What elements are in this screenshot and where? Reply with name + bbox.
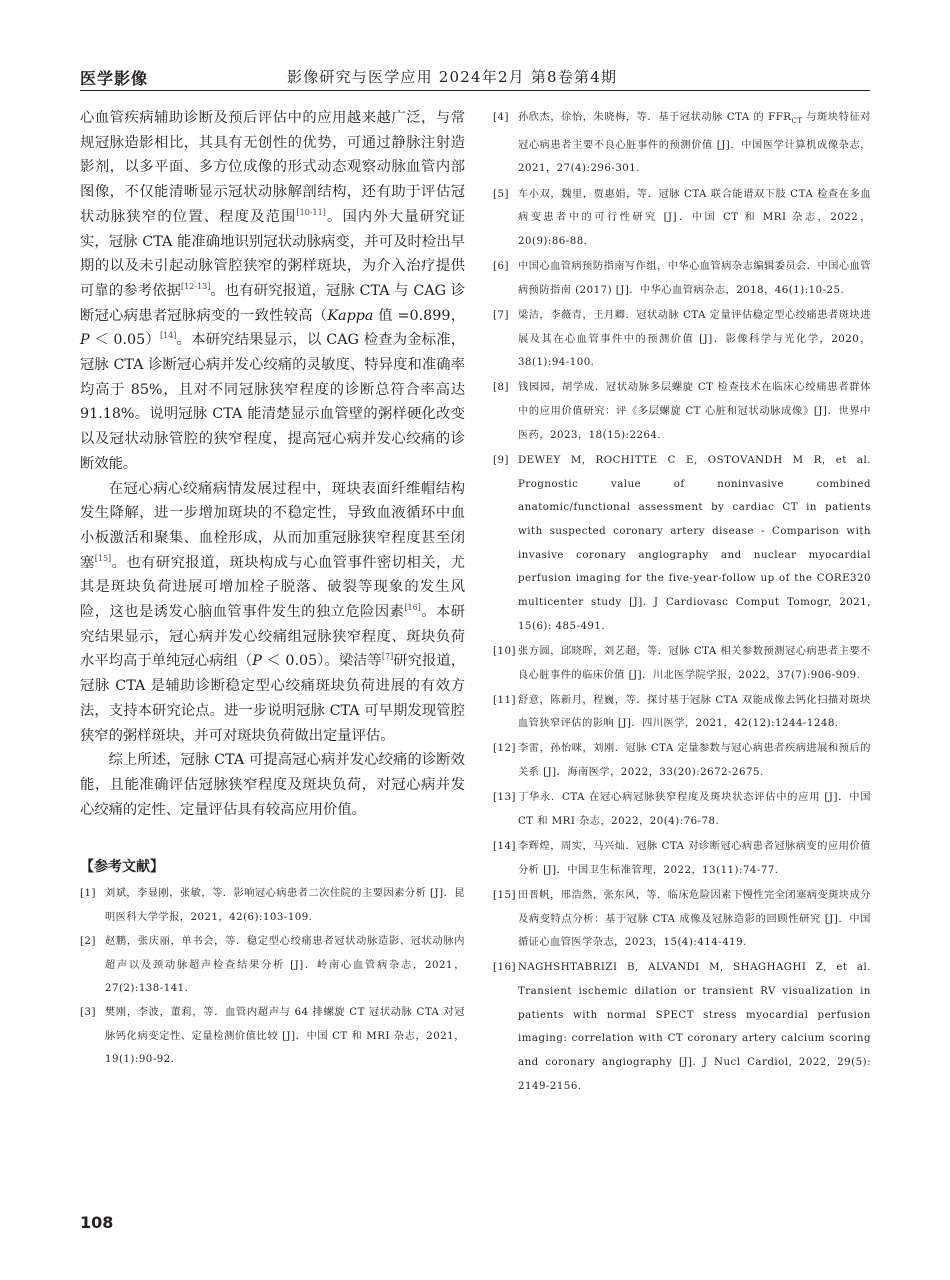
reference-number: [15]	[493, 889, 516, 901]
reference-number: [11]	[493, 694, 516, 706]
reference-text: NAGHSHTABRIZI B, ALVANDI M, SHAGHAGHI Z, et al. Transient ischemic dilation or transient RV visualization in patients with normal SPECT stress myocardial perfusion imaging: correlation with CT coronary artery calcium scoring and coronary angiography [J]. J Nucl Cardiol, 2022, 29(5): 2149-2156.	[518, 962, 871, 1092]
reference-text: 樊刚，李波，董莉，等．血管内超声与 64 排螺旋 CT 冠状动脉 CTA 对冠脉钙化病变定性、定量检测价值比较 [J]．中国 CT 和 MRI 杂志，2021，19(1):90-92.	[105, 1006, 465, 1066]
reference-number: [7]	[493, 309, 509, 321]
reference-item	[493, 106, 871, 181]
reference-number: [8]	[493, 382, 509, 394]
reference-item	[80, 1001, 465, 1072]
reference-item	[493, 376, 871, 447]
reference-item	[80, 882, 465, 929]
text-run: 。国内外大量研究证实，冠脉 CTA 能准确地识别冠状动脉病变，并可及时检出早期的以及未引起动脉管腔狭窄的粥样斑块，为介入治疗提供可靠的参考依据	[80, 208, 466, 299]
text-run: 综上所述，冠脉 CTA 可提高冠心病并发心绞痛的诊断效能，且能准确评估冠脉狭窄程度及斑块负荷，对冠心病并发心绞痛的定性、定量评估具有较高应用价值。	[80, 752, 465, 818]
right-column-references	[493, 106, 871, 1100]
reference-text-part: 与斑块特征对冠心病患者主要不良心脏事件的预测价值 [J]．中国医学计算机成像杂志，2021，27(4):296-301.	[518, 112, 871, 175]
reference-text: 舒意，陈新月，程巍，等．探讨基于冠脉 CTA 双能成像去钙化扫描对斑块血管狭窄评估的影响 [J]．四川医学，2021，42(12):1244-1248.	[518, 694, 871, 730]
body-paragraph-2	[80, 477, 465, 749]
reference-text: 中国心血管病预防指南写作组，中华心血管病杂志编辑委员会．中国心血管病预防指南 (2017) [J]．中华心血管病杂志，2018，46(1):10-25.	[518, 261, 871, 296]
reference-number: [16]	[493, 962, 516, 974]
text-run: 。本研究结果显示，以 CAG 检查为金标准，冠脉 CTA 诊断冠心病并发心绞痛的灵敏度、特异度和准确率均高于 85%，且对不同冠脉狭窄程度的诊断总符合率高达 91.18%。说明冠脉 CTA 能清楚显示血管壁的粥样硬化改变以及冠状动脉管腔的狭窄程度，提高冠心病并发心绞痛的诊断效能。	[80, 332, 466, 472]
page-number: 108	[80, 1213, 114, 1232]
body-text	[80, 106, 465, 822]
text-run: 。也有研究报道，斑块构成与心血管事件密切相关，尤其是斑块负荷进展可增加栓子脱落、破裂等现象的发生风险，这也是诱发心脑血管事件发生的独立危险因素	[80, 554, 466, 621]
header-rule	[80, 90, 870, 91]
reference-item	[493, 449, 871, 639]
text-run: 研究报道，冠脉 CTA 是辅助诊断稳定型心绞痛斑块负荷进展的有效方法，支持本研究论点。进一步说明冠脉 CTA 可早期发现管腔狭窄的粥样斑块，并可对斑块负荷做出定量评估。	[80, 653, 466, 744]
reference-item	[493, 786, 871, 833]
reference-text: 钱园园，胡学成．冠状动脉多层螺旋 CT 检查技术在临床心绞痛患者群体中的应用价值研究：评《多层螺旋 CT 心脏和冠状动脉成像》[J]．世界中医药，2023，18(15):2264.	[518, 382, 871, 441]
text-run: 。也有研究报道，冠脉 CTA 与 CAG 诊断冠心病患者冠脉病变的一致性较高（	[80, 282, 465, 324]
references-left-list	[80, 882, 465, 1072]
citation-marker: [10-11]	[296, 208, 326, 218]
reference-text: 李辉煌，周实，马兴灿．冠脉 CTA 对诊断冠心病患者冠脉病变的应用价值分析 [J]．中国卫生标准管理，2022，13(11):74-77.	[518, 841, 871, 876]
running-header	[80, 66, 870, 90]
reference-number: [5]	[493, 188, 509, 200]
reference-text: 车小双，魏里，贾惠娟，等．冠脉 CTA 联合能谱双下肢 CTA 检查在多血病变患者中的可行性研究 [J]．中国 CT 和 MRI 杂志，2022，20(9):86-88.	[518, 188, 871, 247]
text-run: ＜ 0.05）。梁洁等	[261, 653, 382, 670]
reference-text: 田晋帆，邢浩然，张东风，等．临床危险因素下慢性完全闭塞病变斑块成分及病变特点分析：基于冠脉 CTA 成像及冠脉造影的回顾性研究 [J]．中国循证心血管医学杂志，2023，15(4):414-419.	[518, 889, 871, 949]
reference-number: [13]	[493, 792, 516, 804]
reference-text	[518, 106, 871, 181]
reference-number: [2]	[80, 935, 96, 947]
journal-issue-line: 影像研究与医学应用 2024年2月 第8卷第4期	[287, 68, 618, 86]
statistic-symbol: P	[252, 653, 262, 670]
statistic-symbol: Kappa	[327, 307, 374, 324]
citation-marker: [12-13]	[181, 282, 211, 292]
reference-text: 李雷，孙怡咪，刘刚．冠脉 CTA 定量参数与冠心病患者疾病进展和预后的关系 [J]．海南医学，2022，33(20):2672-2675.	[518, 743, 871, 779]
reference-number: [14]	[493, 841, 516, 853]
statistic-symbol: P	[80, 332, 90, 349]
reference-number: [12]	[493, 743, 516, 755]
reference-number: [6]	[493, 261, 509, 273]
reference-item	[493, 737, 871, 784]
text-run: 。本研究结果显示，冠心病并发心绞痛组冠脉狭窄程度、斑块负荷水平均高于单纯冠心病组（	[80, 604, 466, 670]
text-run: 值 =0.899，	[373, 307, 466, 324]
reference-item	[493, 956, 871, 1098]
text-run: ＜ 0.05）	[89, 332, 160, 349]
reference-item	[493, 689, 871, 736]
reference-text: 赵鹏，张庆丽，单书会，等．稳定型心绞痛患者冠状动脉造影、冠状动脉内超声以及颈动脉超声检查结果分析 [J]．岭南心血管病杂志，2021，27(2):138-141.	[105, 935, 465, 995]
reference-item	[493, 884, 871, 955]
ffr-subscript: CT	[791, 117, 803, 126]
reference-text-part: 孙欣杰，徐怡，朱晓梅，等．基于冠状动脉 CTA 的 FFR	[518, 112, 792, 123]
reference-text: DEWEY M, ROCHITTE C E, OSTOVANDH M R, et al. Prognostic value of noninvasive combined anatomic/functional assessment by cardiac CT in patients with suspected coronary artery disease - Comparison with invasive coronary angiography and nuclear myocardial perfusion imaging for the five-year-follow up of the CORE320 multicenter study [J]. J Cardiovasc Comput Tomogr, 2021, 15(6): 485-491.	[518, 454, 871, 632]
citation-marker: [7]	[381, 652, 394, 662]
body-paragraph-1	[80, 106, 465, 477]
reference-number: [1]	[80, 888, 96, 900]
text-run: 在冠心病心绞痛病情发展过程中，斑块表面纤维帽结构发生降解，进一步增加斑块的不稳定性，导致血液循环中血小板激活和聚集、血栓形成，从而加重冠脉狭窄程度甚至闭塞	[80, 480, 465, 571]
text-run: 心血管疾病辅助诊断及预后评估中的应用越来越广泛，与常规冠脉造影相比，其具有无创性的优势，可通过静脉注射造影剂，以多平面、多方位成像的形式动态观察动脉血管内部图像，不仅能清晰显示冠状动脉解剖结构，还有助于评估冠状动脉狭窄的位置、程度及范围	[80, 110, 465, 225]
reference-number: [3]	[80, 1006, 96, 1018]
left-column	[80, 106, 465, 1072]
journal-section-name: 医学影像	[80, 69, 149, 88]
reference-item	[493, 304, 871, 375]
reference-text: 刘斌，李显刚，张敏，等．影响冠心病患者二次住院的主要因素分析 [J]．昆明医科大学学报，2021，42(6):103-109.	[105, 888, 465, 924]
reference-item	[493, 183, 871, 254]
reference-text: 丁华永．CTA 在冠心病冠脉狭窄程度及斑块状态评估中的应用 [J]．中国 CT 和 MRI 杂志，2022，20(4):76-78.	[518, 792, 871, 827]
reference-text: 张方圆，邱晓晖，刘艺超，等．冠脉 CTA 相关参数预测冠心病患者主要不良心脏事件的临床价值 [J]．川北医学院学报，2022，37(7):906-909.	[518, 645, 871, 681]
reference-item	[493, 835, 871, 882]
references-title: 【参考文献】	[80, 859, 164, 876]
citation-marker: [16]	[404, 603, 421, 613]
citation-marker: [15]	[94, 553, 112, 563]
reference-text: 梁洁，李薇青，王月卿．冠状动脉 CTA 定量评估稳定型心绞痛患者斑块进展及其在心血管事件中的预测价值 [J]．影像科学与光化学，2020，38(1):94-100.	[518, 309, 871, 369]
reference-item	[493, 255, 871, 302]
reference-number: [10]	[493, 645, 516, 657]
reference-number: [4]	[493, 112, 509, 123]
citation-marker: [14]	[159, 331, 177, 341]
body-paragraph-3	[80, 748, 465, 822]
reference-item	[493, 640, 871, 687]
reference-number: [9]	[493, 454, 509, 466]
reference-item	[80, 930, 465, 1001]
